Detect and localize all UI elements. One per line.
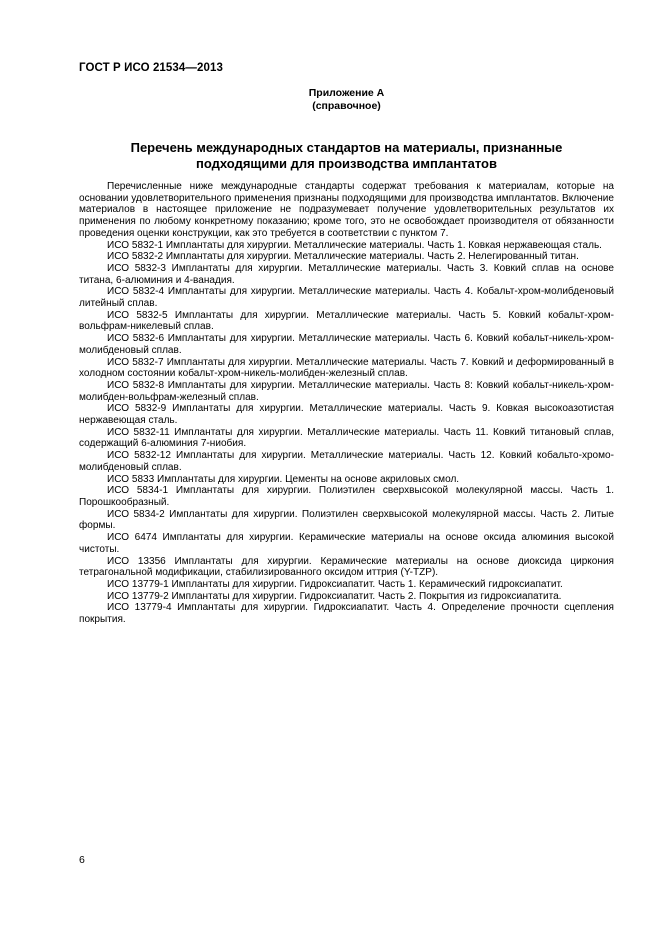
standard-item: ИСО 5832-2 Имплантаты для хирургии. Металлические материалы. Часть 2. Нелегированный титан. — [107, 251, 579, 263]
standard-item: ИСО 5832-9 Имплантаты для хирургии. Металлические материалы. Часть 9. Ковкая высокоазотистая нержавеющая сталь. — [79, 403, 614, 427]
standard-item: ИСО 5832-8 Имплантаты для хирургии. Металлические материалы. Часть 8: Ковкий кобальт-никель-хром-молибден-вольфрам-железный сплав. — [79, 379, 614, 403]
standard-item: ИСО 13779-4 Имплантаты для хирургии. Гидроксиапатит. Часть 4. Определение прочности сцепления покрытия. — [79, 602, 614, 626]
intro-paragraph: Перечисленные ниже международные стандарты содержат требования к материалам, которые на основании удовлетворительного применения признаны подходящими для производства имплантатов. Включение материалов в настоящее приложение не подразумевает получение удовлетворительных результатов их применения по любому конкретному показанию; кроме того, это не освобождает производителя от обязанности проведения оценки конструкции, как это требуется в соответствии с пунктом 7. — [79, 181, 614, 239]
document-id-header: ГОСТ Р ИСО 21534—2013 — [79, 62, 224, 74]
annex-label: Приложение А — [308, 87, 385, 99]
standard-item: ИСО 5832-6 Имплантаты для хирургии. Металлические материалы. Часть 6. Ковкий кобальт-никель-хром-молибденовый сплав. — [79, 333, 614, 356]
standard-item: ИСО 5834-2 Имплантаты для хирургии. Полиэтилен сверхвысокой молекулярной массы. Часть 2. Литые формы. — [79, 508, 614, 532]
standard-item: ИСО 5832-11 Имплантаты для хирургии. Металлические материалы. Часть 11. Ковкий титановый сплав, содержащий 6-алюминия 7-ниобия. — [79, 426, 614, 450]
annex-heading — [79, 87, 614, 113]
page-number: 6 — [79, 854, 85, 866]
standard-item: ИСО 5832-1 Имплантаты для хирургии. Металлические материалы. Часть 1. Ковкая нержавеющая сталь. — [107, 239, 602, 251]
annex-type: (справочное) — [312, 100, 381, 112]
standard-item: ИСО 5832-3 Имплантаты для хирургии. Металлические материалы. Часть 3. Ковкий сплав на основе титана, 6-алюминия и 4-ванадия. — [79, 262, 614, 286]
standard-item: ИСО 5832-5 Имплантаты для хирургии. Металлические материалы. Часть 5. Ковкий кобальт-хром-вольфрам-никелевый сплав. — [79, 309, 614, 333]
standard-item: ИСО 5833 Имплантаты для хирургии. Цементы на основе акриловых смол. — [107, 473, 460, 485]
standard-item: ИСО 13779-2 Имплантаты для хирургии. Гидроксиапатит. Часть 2. Покрытия из гидроксиапатита. — [107, 590, 562, 602]
section-title — [79, 140, 614, 172]
standard-item: ИСО 6474 Имплантаты для хирургии. Керамические материалы на основе оксида алюминия высокой чистоты. — [79, 532, 614, 555]
standard-item: ИСО 13356 Имплантаты для хирургии. Керамические материалы на основе диоксида циркония тетрагональной модификации, стабилизированного оксидом иттрия (Y-TZP). — [79, 555, 614, 579]
standard-item: ИСО 5832-7 Имплантаты для хирургии. Металлические материалы. Часть 7. Ковкий и деформированный в холодном состоянии кобальт-хром-никель-молибден-железный сплав. — [79, 356, 614, 380]
document-body — [79, 181, 614, 626]
standard-item: ИСО 5832-4 Имплантаты для хирургии. Металлические материалы. Часть 4. Кобальт-хром-молибденовый литейный сплав. — [79, 286, 614, 310]
standard-item: ИСО 5832-12 Имплантаты для хирургии. Металлические материалы. Часть 12. Ковкий кобальто-хромо-молибденовый сплав. — [79, 450, 614, 473]
standard-item: ИСО 5834-1 Имплантаты для хирургии. Полиэтилен сверхвысокой молекулярной массы. Часть 1. Порошкообразный. — [79, 485, 614, 508]
standard-item: ИСО 13779-1 Имплантаты для хирургии. Гидроксиапатит. Часть 1. Керамический гидроксиапатит. — [107, 578, 563, 590]
section-title-line-2: подходящими для производства имплантатов — [196, 156, 497, 171]
section-title-line-1: Перечень международных стандартов на материалы, признанные — [130, 140, 563, 155]
